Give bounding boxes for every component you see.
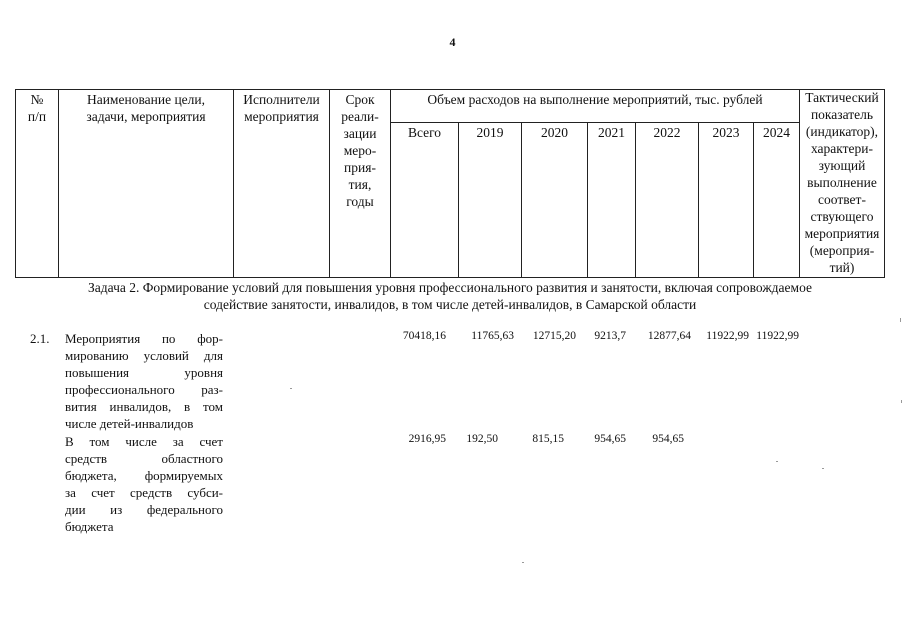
page-number: 4 (449, 35, 456, 49)
value-2021: 954,65 (594, 433, 626, 445)
header-indicator: Тактический показатель (индикатор), характери- зующий выполнение соответ- ствующего мероприятия (мероприя- тий) (804, 90, 880, 275)
value-2022: 954,65 (652, 433, 684, 445)
scan-speck (522, 562, 524, 563)
scan-speck (822, 468, 824, 469)
value-2024: 11922,99 (756, 330, 799, 342)
value-2019: 192,50 (466, 433, 498, 445)
scan-speck (900, 318, 901, 322)
header-expense-2021: 2021 (598, 125, 625, 140)
value-total: 70418,16 (402, 330, 446, 342)
header-expense-2019: 2019 (476, 125, 504, 140)
scan-speck (290, 388, 292, 389)
value-2021: 9213,7 (594, 330, 626, 342)
value-total: 2916,95 (408, 433, 446, 445)
task-heading: Задача 2. Формирование условий для повышения уровня профессионального развития и занятости, включая сопровождаемое содействие занятости, инвалидов, в том числе детей-инвалидов, в Самарской области (88, 280, 812, 312)
row-name: В том числе за счет средств областного бюджета, формируемых за счет средств субси- дии из федерального бюджета (65, 434, 223, 534)
value-2022: 12877,64 (647, 330, 691, 342)
header-expense-2024: 2024 (763, 125, 790, 140)
header-name: Наименование цели, задачи, мероприятия (86, 92, 206, 124)
value-2023: 11922,99 (706, 330, 749, 342)
header-expense-2022: 2022 (653, 125, 681, 140)
row-number: 2.1. (30, 331, 50, 346)
value-2019: 11765,63 (471, 330, 514, 342)
header-number: № п/п (27, 92, 47, 124)
table-header (15, 89, 885, 278)
scan-speck (901, 400, 902, 403)
value-2020: 815,15 (532, 433, 564, 445)
header-executors: Исполнители мероприятия (243, 92, 320, 124)
header-expense-2023: 2023 (712, 125, 740, 140)
header-expenses: Объем расходов на выполнение мероприятий, тыс. рублей (427, 92, 763, 107)
scan-speck (776, 461, 778, 462)
header-expense-total: Всего (407, 125, 442, 140)
header-expense-2020: 2020 (541, 125, 568, 140)
value-2020: 12715,20 (532, 330, 576, 342)
row-name: Мероприятия по фор- мированию условий для повышения уровня профессионального раз- вития инвалидов, в том числе детей-инвалидов (65, 331, 223, 431)
header-term: Срок реали- зации меро- прия- тия, годы (341, 92, 379, 209)
